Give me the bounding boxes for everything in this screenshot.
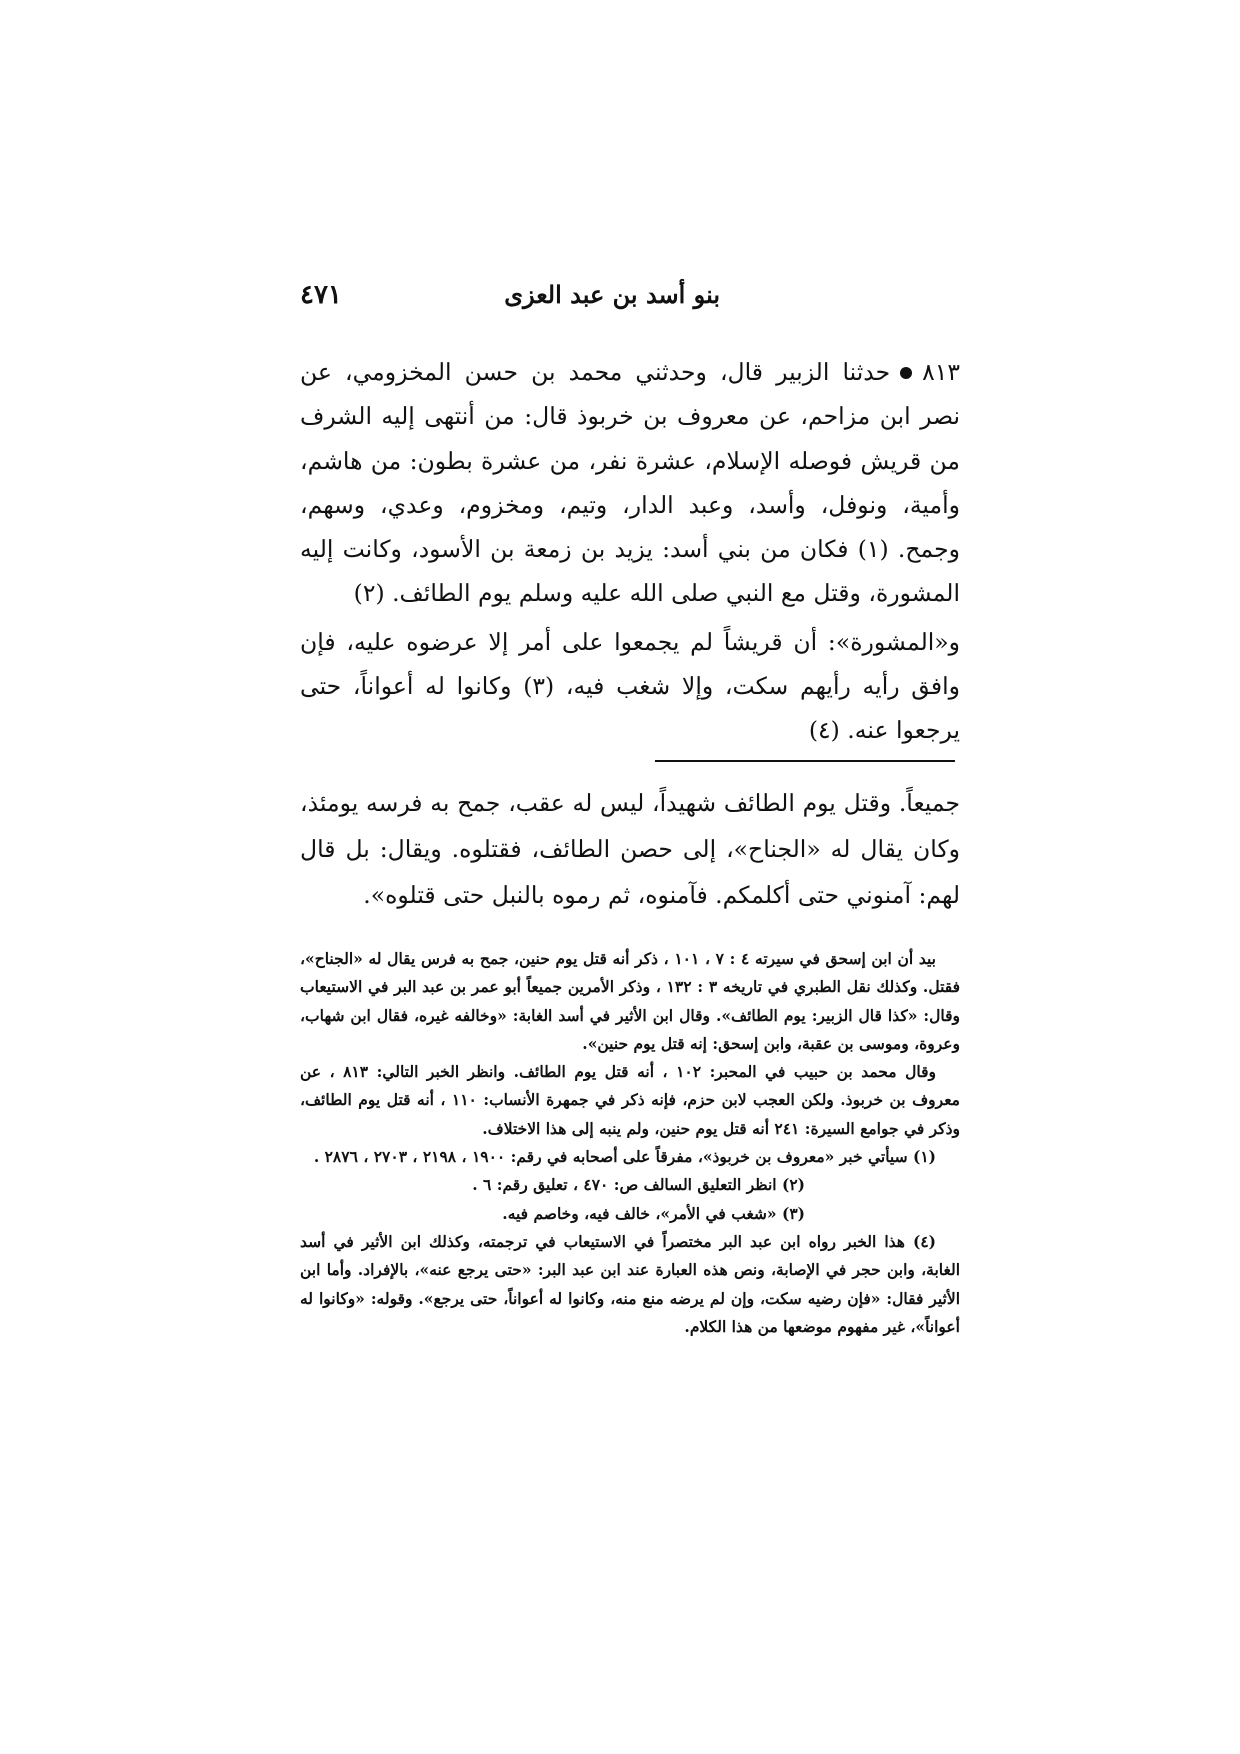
footnotes — [300, 945, 960, 1341]
continued-note-paragraph: جميعاً. وقتل يوم الطائف شهيداً، ليس له عقب، جمح به فرسه يومئذ، وكان يقال له «الجناح»، إلى حصن الطائف، فقتلوه. ويقال: بل قال لهم: آمنوني حتى أكلمكم. فآمنوه، ثم رموه بالنبل حتى قتلوه». — [300, 789, 960, 909]
footnote-separator — [655, 760, 955, 762]
footnote-3: (٣) «شغب في الأمر»، خالف فيه، وخاصم فيه. — [502, 1203, 805, 1223]
bullet-icon — [900, 367, 912, 379]
note-paragraph-2: وقال محمد بن حبيب في المحبر: ١٠٢ ، أنه قتل يوم الطائف. وانظر الخبر التالي: ٨١٣ ، عن معروف بن خربوذ. ولكن العجب لابن حزم، فإنه ذكر في جمهرة الأنساب: ١١٠ ، أنه قتل يوم الطائف، وذكر في جوامع السيرة: ٢٤١ أنه قتل يوم حنين، ولم ينبه إلى هذا الاختلاف. — [300, 1062, 960, 1138]
footnote-1: (١) سيأتي خبر «معروف بن خربوذ»، مفرقاً على أصحابه في رقم: ١٩٠٠ ، ٢١٩٨ ، ٢٧٠٣ ، ٢٨٧٦ . — [313, 1147, 936, 1167]
running-title: بنو أسد بن عبد العزى — [504, 280, 720, 309]
paragraph-1-text: حدثنا الزبير قال، وحدثني محمد بن حسن المخزومي، عن نصر ابن مزاحم، عن معروف بن خربوذ قال: من أنتهى إليه الشرف من قريش فوصله الإسلام، عشرة نفر، من عشرة بطون: من هاشم، وأمية، ونوفل، وأسد، وعبد الدار، وتيم، ومخزوم، وعدي، وسهم، وجمح. (١) فكان من بني أسد: يزيد بن زمعة بن الأسود، وكانت إليه المشورة، وقتل مع النبي صلى الله عليه وسلم يوم الطائف. (٢) — [300, 358, 960, 608]
page-number: ٤٧١ — [300, 280, 342, 310]
continued-note-text — [300, 780, 960, 918]
note-paragraph-1: بيد أن ابن إسحق في سيرته ٤ : ٧ ، ١٠١ ، ذكر أنه قتل يوم حنين، جمح به فرس يقال له «الجناح»، فقتل. وكذلك نقل الطبري في تاريخه ٣ : ١٣٢ ، وذكر الأمرين جميعاً أبو عمر بن عبد البر في الاستيعاب وقال: «كذا قال الزبير: يوم الطائف». وقال ابن الأثير في أسد الغابة: «وخالفه غيره، فقال ابن شهاب، وعروة، وموسى بن عقبة، وابن إسحق: إنه قتل يوم حنين». — [300, 949, 960, 1053]
main-text — [300, 350, 960, 753]
entry-number: ٨١٣ — [922, 358, 960, 386]
footnote-2: (٢) انظر التعليق السالف ص: ٤٧٠ ، تعليق رقم: ٦ . — [472, 1175, 805, 1195]
page-header — [300, 280, 720, 320]
paragraph-813 — [300, 350, 960, 616]
footnote-4: (٤) هذا الخبر رواه ابن عبد البر مختصراً في الاستيعاب في ترجمته، وكذلك ابن الأثير في أسد الغابة، وابن حجر في الإصابة، ونص هذه العبارة عند ابن عبد البر: «حتى يرجع عنه»، بالإفراد. وأما ابن الأثير فقال: «فإن رضيه سكت، وإن لم يرضه منع منه، وكانوا له أعواناً، حتى يرجع». وقوله: «وكانوا له أعواناً»، غير مفهوم موضعها من هذا الكلام. — [300, 1231, 960, 1336]
paragraph-mashwara: و«المشورة»: أن قريشاً لم يجمعوا على أمر إلا عرضوه عليه، فإن وافق رأيه رأيهم سكت، وإلا شغب فيه، (٣) وكانوا له أعواناً، حتى يرجعوا عنه. (٤) — [300, 627, 960, 745]
